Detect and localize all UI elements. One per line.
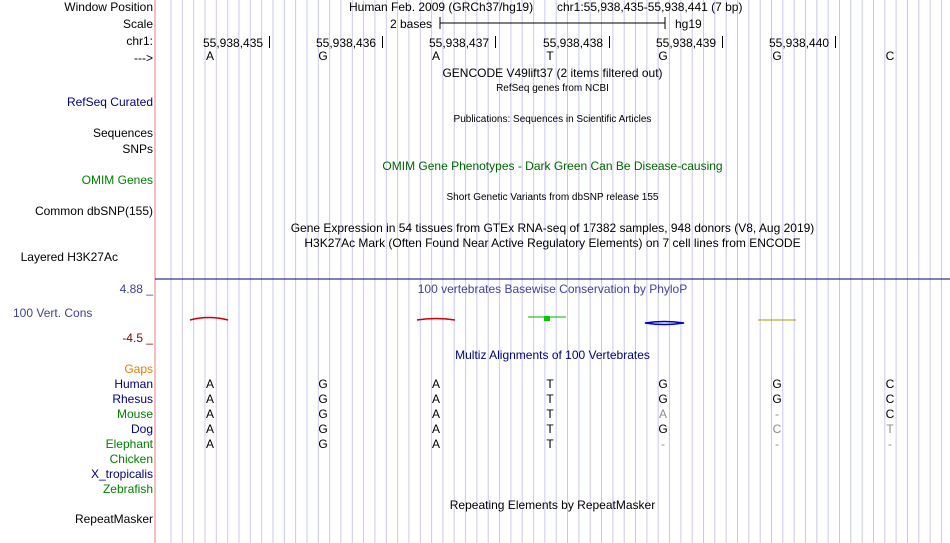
alignment-base: G [318,422,328,436]
alignment-base: A [431,422,440,436]
omim-track-label[interactable]: OMIM Genes [81,173,153,187]
alignment-base: A [431,407,440,421]
gencode-track-title[interactable]: GENCODE V49lift37 (2 items filtered out) [442,66,663,80]
reference-base: A [431,49,440,63]
alignment-base: G [772,392,782,406]
alignment-base: G [318,377,328,391]
coordinate-tick [609,36,610,48]
coordinate-tick [495,36,496,48]
alignment-base: A [431,377,440,391]
window-position-label: Window Position [64,0,153,14]
publications-track-title[interactable]: Publications: Sequences in Scientific Articles [453,114,652,125]
alignment-base: G [658,422,668,436]
omim-track-title[interactable]: OMIM Gene Phenotypes - Dark Green Can Be Disease-causing [382,159,723,173]
coordinate-label: 55,938,435 [203,36,264,50]
alignment-base: A [431,392,440,406]
multiz-track-title[interactable]: Multiz Alignments of 100 Vertebrates [455,348,650,362]
alignment-base: G [658,392,668,406]
coordinate-label: 55,938,438 [543,36,604,50]
snps-track-label[interactable]: SNPs [122,142,153,156]
sequences-track-label[interactable]: Sequences [92,126,153,140]
alignment-base: A [205,392,214,406]
h3k27ac-track-label[interactable]: Layered H3K27Ac [20,250,118,264]
coordinate-label: 55,938,436 [316,36,377,50]
alignment-base: - [888,437,892,451]
coordinate-tick [382,36,383,48]
scale-text: 2 bases [390,17,433,31]
alignment-base: G [658,377,668,391]
species-label-mouse[interactable]: Mouse [116,407,153,421]
alignment-base: A [205,377,214,391]
alignment-base: T [886,422,894,436]
refseq-track-label[interactable]: RefSeq Curated [66,95,153,109]
reference-base: A [205,49,214,63]
alignment-base: G [318,392,328,406]
alignment-base: - [775,407,779,421]
coordinate-label: 55,938,437 [429,36,490,50]
conservation-track-label[interactable]: 100 Vert. Cons [13,306,93,320]
h3k27ac-track-title[interactable]: H3K27Ac Mark (Often Found Near Active Regulatory Elements) on 7 cell lines from ENCODE [304,236,801,250]
species-label-x-tropicalis[interactable]: X_tropicalis [90,467,153,481]
alignment-base: A [205,407,214,421]
alignment-base: C [885,377,895,391]
species-label-chicken[interactable]: Chicken [109,452,153,466]
reference-base: G [658,49,668,63]
species-label-rhesus[interactable]: Rhesus [112,392,153,406]
species-label-human[interactable]: Human [114,377,153,391]
alignment-base: T [546,407,554,421]
coordinate-label: 55,938,439 [656,36,717,50]
alignment-base: C [885,392,895,406]
gtex-track-title[interactable]: Gene Expression in 54 tissues from GTEx RNA-seq of 17382 samples, 948 donors (V8, Aug 2019) [290,221,815,235]
cons-signal-t-peak [544,316,550,321]
repeatmasker-track-label[interactable]: RepeatMasker [74,512,153,526]
alignment-base: A [205,422,214,436]
chrom-label: chr1: [126,34,153,48]
coordinate-label: 55,938,440 [769,36,830,50]
reference-base: G [772,49,782,63]
gaps-track-label[interactable]: Gaps [124,362,153,376]
alignment-base: C [885,407,895,421]
coordinate-tick [269,36,270,48]
coordinate-tick [722,36,723,48]
species-label-zebrafish[interactable]: Zebrafish [102,482,153,496]
alignment-base: - [661,437,665,451]
refseq-track-title[interactable]: RefSeq genes from NCBI [496,83,609,94]
alignment-base: C [772,422,782,436]
cons-signal-a2 [417,319,455,321]
dbsnp-track-label[interactable]: Common dbSNP(155) [34,204,153,218]
conservation-track-title[interactable]: 100 vertebrates Basewise Conservation by PhyloP [417,282,688,296]
coordinate-tick [835,36,836,48]
cons-signal-g [645,322,684,325]
strand-label: ---> [134,51,153,65]
reference-base: T [546,49,554,63]
alignment-base: G [318,437,328,451]
assembly-text: Human Feb. 2009 (GRCh37/hg19) [349,0,534,14]
position-text: chr1:55,938,435-55,938,441 (7 bp) [557,0,743,14]
species-label-elephant[interactable]: Elephant [105,437,153,451]
scale-label: Scale [122,17,153,31]
alignment-base: - [775,437,779,451]
reference-base: G [318,49,328,63]
alignment-base: G [318,407,328,421]
alignment-base: G [772,377,782,391]
cons-max-value: 4.88 _ [119,282,153,296]
repeatmasker-track-title[interactable]: Repeating Elements by RepeatMasker [449,498,656,512]
dbsnp-track-title[interactable]: Short Genetic Variants from dbSNP release 155 [446,192,659,203]
alignment-base: T [546,422,554,436]
alignment-base: A [205,437,214,451]
alignment-base: T [546,377,554,391]
cons-signal-a [190,318,228,321]
alignment-base: T [546,392,554,406]
alignment-base: A [658,407,667,421]
scale-db-text: hg19 [675,17,702,31]
species-label-dog[interactable]: Dog [130,422,153,436]
cons-min-value: -4.5 _ [122,331,153,345]
alignment-base: A [431,437,440,451]
alignment-base: T [546,437,554,451]
reference-base: C [885,49,895,63]
